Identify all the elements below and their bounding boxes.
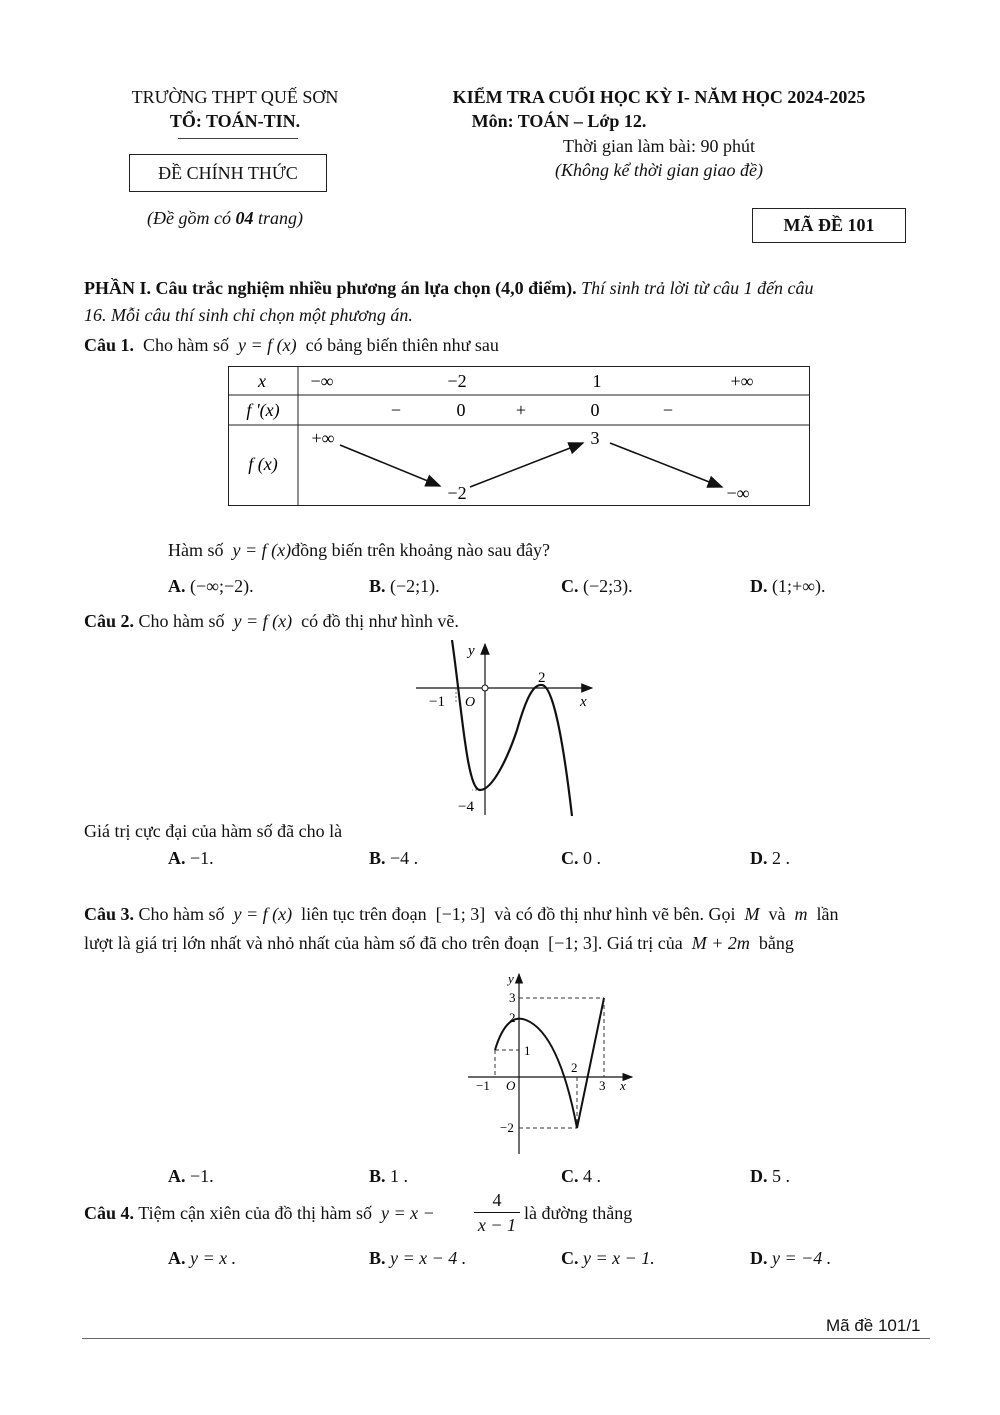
answer-option[interactable]: B. (−2;1). [369,576,440,596]
pages-note: (Đề gồm có 04 trang) [147,208,303,228]
table-f-label: f (x) [248,454,278,474]
exam-title: KIỂM TRA CUỐI HỌC KỲ I- NĂM HỌC 2024-2025 [452,87,866,107]
question-1-ask: Hàm số y = f (x)đồng biến trên khoảng nào sau đây? [168,540,551,560]
answer-option[interactable]: D. (1;+∞). [750,576,826,596]
department-name: TỔ: TOÁN-TIN. [169,111,301,131]
exam-code-box: MÃ ĐỀ 101 [752,208,906,243]
answer-option[interactable]: D. 2 . [750,848,790,868]
fraction-denominator: x − 1 [477,1215,517,1235]
variation-table [228,366,811,507]
table-fp-label: f '(x) [246,400,280,420]
fp-sign: + [515,400,527,420]
fraction [474,1188,520,1237]
tick-label: 1 [524,1043,531,1058]
question-2-ask: Giá trị cực đại của hàm số đã cho là [84,821,343,841]
tick-label: 3 [509,990,516,1005]
question-3-stem-line2: lượt là giá trị lớn nhất và nhỏ nhất của hàm số đã cho trên đoạn [−1; 3]. Giá trị của M + 2m bằng [84,933,794,953]
increase-arrow [470,443,583,487]
x-value: −∞ [310,371,334,391]
tick-label: 2 [509,1010,516,1025]
table-x-label: x [258,371,266,391]
exam-duration-note: (Không kể thời gian giao đề) [554,160,764,180]
footer-code: Mã đề 101/1 [826,1316,921,1335]
fraction-numerator: 4 [474,1188,520,1213]
tick-label: −1 [476,1078,490,1093]
answer-option[interactable]: A. −1. [168,1166,214,1186]
axis-y-label: y [468,643,475,659]
answer-option[interactable]: C. (−2;3). [561,576,633,596]
fp-sign: 0 [590,400,600,420]
tick-label: −2 [500,1120,514,1135]
footer-rule [82,1338,930,1339]
tick-label: 3 [599,1078,606,1093]
tick-label: −4 [458,799,474,815]
axis-y-label: y [508,971,514,986]
part1-instruction: 16. Mỗi câu thí sinh chỉ chọn một phương án. [84,305,413,325]
axis-x-label: x [620,1078,626,1093]
f-value: 3 [590,428,600,448]
cubic-curve [452,640,572,816]
x-value: +∞ [730,371,754,391]
tick-label: −1 [429,694,445,710]
part1-heading: PHẦN I. Câu trắc nghiệm nhiều phương án lựa chọn (4,0 điểm). Thí sinh trả lời từ câu 1 đến câu [84,278,814,298]
answer-option[interactable]: D. 5 . [750,1166,790,1186]
question-1-stem: Câu 1. Cho hàm số y = f (x) có bảng biến thiên như sau [84,335,499,355]
answer-option[interactable]: B. y = x − 4 . [369,1248,467,1268]
question-3-graph [466,968,636,1158]
answer-option[interactable]: B. 1 . [369,1166,409,1186]
f-value: −2 [447,483,467,503]
f-value: +∞ [311,428,335,448]
origin-label: O [506,1078,516,1093]
x-value: 1 [592,371,602,391]
tick-label: 2 [571,1060,578,1075]
question-2-graph [412,640,602,818]
decrease-arrow [610,443,722,487]
f-value: −∞ [726,483,750,503]
exam-subject: Môn: TOÁN – Lớp 12. [471,111,647,131]
exam-duration: Thời gian làm bài: 90 phút [563,136,755,156]
axis-x-label: x [580,694,587,710]
answer-option[interactable]: A. (−∞;−2). [168,576,254,596]
fp-sign: 0 [456,400,466,420]
answer-option[interactable]: C. y = x − 1. [561,1248,655,1268]
answer-option[interactable]: C. 0 . [561,848,601,868]
origin-label: O [465,695,476,710]
question-4-stem: Câu 4. Tiệm cận xiên của đồ thị hàm số y = x − [84,1203,435,1223]
school-name: TRƯỜNG THPT QUẾ SƠN [131,87,339,107]
answer-option[interactable]: D. y = −4 . [750,1248,832,1268]
official-label-box: ĐỀ CHÍNH THỨC [129,154,327,192]
x-value: −2 [447,371,467,391]
answer-option[interactable]: A. y = x . [168,1248,237,1268]
answer-option[interactable]: A. −1. [168,848,214,868]
fp-sign: − [390,400,402,420]
answer-option[interactable]: B. −4 . [369,848,419,868]
question-3-stem-line1: Câu 3. Cho hàm số y = f (x) liên tục trên đoạn [−1; 3] và có đồ thị như hình vẽ bên. Gọi M và m lần [84,904,839,924]
answer-option[interactable]: C. 4 . [561,1166,601,1186]
header-underline [178,138,298,139]
fp-sign: − [662,400,674,420]
tick-label: 2 [538,670,546,686]
question-4-stem-end: là đường thẳng [524,1203,633,1223]
decrease-arrow [340,445,440,486]
question-2-stem: Câu 2. Cho hàm số y = f (x) có đồ thị như hình vẽ. [84,611,459,631]
